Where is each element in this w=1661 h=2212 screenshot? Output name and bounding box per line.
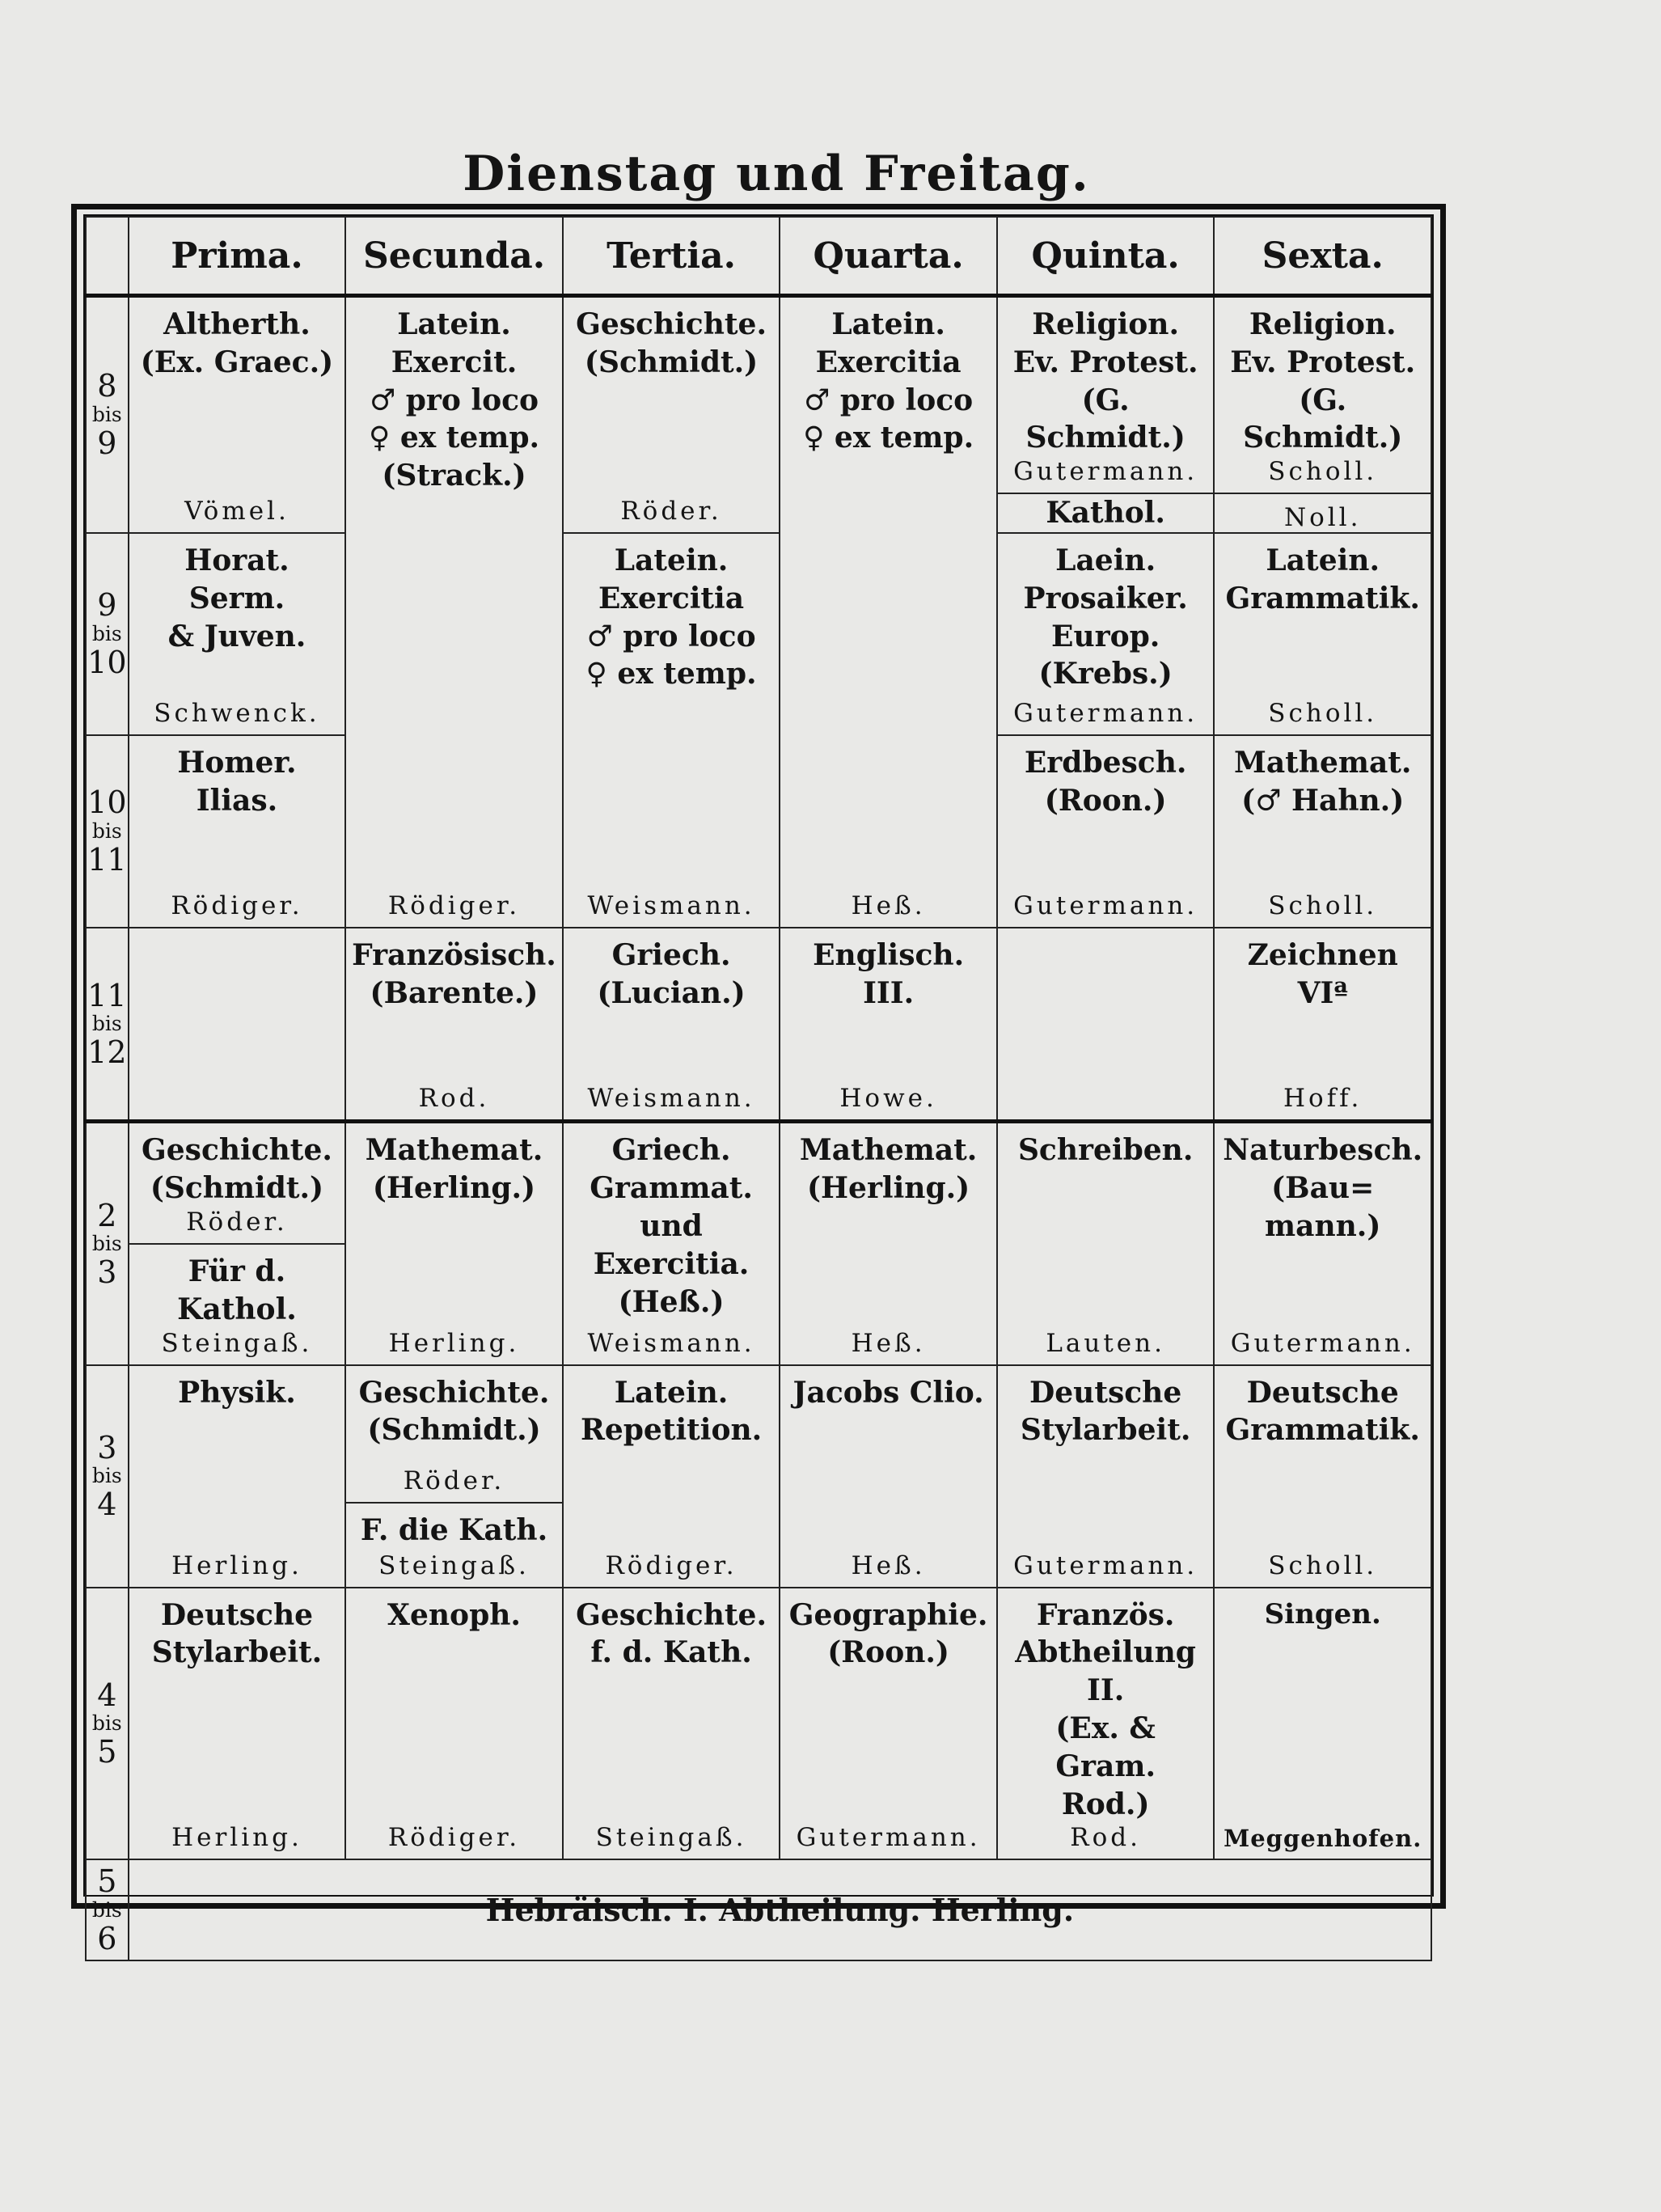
cell-secunda-8: Latein. Exercit. ♂ pro loco ♀ ex temp. (Strack.) Rödiger. — [345, 296, 563, 928]
cell-quinta-9: Laein. Prosaiker. Europ. (Krebs.) Gutermann. — [997, 533, 1215, 735]
header-prima: Prima. — [129, 217, 346, 296]
time-10-11: 10 bis 11 — [86, 735, 129, 928]
cell-quinta-8b: Kathol. — [997, 493, 1215, 533]
cell-sexta-3: Deutsche Grammatik. Scholl. — [1214, 1365, 1431, 1588]
cell-quarta-8: Latein. Exercitia ♂ pro loco ♀ ex temp. Heß. — [780, 296, 997, 928]
cell-quarta-2: Mathemat. (Herling.) Heß. — [780, 1122, 997, 1365]
cell-secunda-2: Mathemat. (Herling.) Herling. — [345, 1122, 563, 1365]
cell-sexta-2: Naturbesch. (Bau= mann.) Gutermann. — [1214, 1122, 1431, 1365]
footer-hebrew: Hebräisch. I. Abtheilung. Herling. — [129, 1859, 1431, 1960]
cell-sexta-4: Singen. Meggenhofen. — [1214, 1588, 1431, 1860]
cell-quarta-4: Geographie. (Roon.) Gutermann. — [780, 1588, 997, 1860]
header-tertia: Tertia. — [563, 217, 780, 296]
cell-sexta-9: Latein. Grammatik. Scholl. — [1214, 533, 1431, 735]
header-quinta: Quinta. — [997, 217, 1215, 296]
cell-tertia-8: Geschichte. (Schmidt.) Röder. — [563, 296, 780, 533]
cell-secunda-3a: Geschichte. (Schmidt.) Röder. — [345, 1365, 563, 1503]
cell-prima-2b: Für d. Kathol. Steingaß. — [129, 1244, 346, 1365]
time-8-9: 8 bis 9 — [86, 296, 129, 533]
cell-prima-2a: Geschichte. (Schmidt.) Röder. — [129, 1122, 346, 1244]
cell-secunda-11: Französisch. (Barente.) Rod. — [345, 928, 563, 1122]
cell-secunda-3b: F. die Kath. Steingaß. — [345, 1503, 563, 1588]
cell-quarta-11: Englisch. III. Howe. — [780, 928, 997, 1122]
cell-tertia-2: Griech. Grammat. und Exercitia. (Heß.) Weismann. — [563, 1122, 780, 1365]
time-11-12: 11 bis 12 — [86, 928, 129, 1122]
cell-sexta-11: Zeichnen VIª Hoff. — [1214, 928, 1431, 1122]
cell-quarta-3: Jacobs Clio. Heß. — [780, 1365, 997, 1588]
time-2-3: 2 bis 3 — [86, 1122, 129, 1365]
cell-tertia-11: Griech. (Lucian.) Weismann. — [563, 928, 780, 1122]
cell-prima-3: Physik. Herling. — [129, 1365, 346, 1588]
time-5-6: 5 bis 6 — [86, 1859, 129, 1960]
cell-quinta-10: Erdbesch. (Roon.) Gutermann. — [997, 735, 1215, 928]
cell-quinta-3: Deutsche Stylarbeit. Gutermann. — [997, 1365, 1215, 1588]
time-3-4: 3 bis 4 — [86, 1365, 129, 1588]
cell-quinta-11 — [997, 928, 1215, 1122]
cell-tertia-4: Geschichte. f. d. Kath. Steingaß. — [563, 1588, 780, 1860]
cell-quinta-4: Französ. Abtheilung II. (Ex. & Gram. Rod.) Rod. — [997, 1588, 1215, 1860]
cell-prima-8: Altherth. (Ex. Graec.) Vömel. — [129, 296, 346, 533]
cell-quinta-2: Schreiben. Lauten. — [997, 1122, 1215, 1365]
cell-tertia-9: Latein. Exercitia ♂ pro loco ♀ ex temp. Weismann. — [563, 533, 780, 928]
cell-prima-4: Deutsche Stylarbeit. Herling. — [129, 1588, 346, 1860]
cell-prima-11 — [129, 928, 346, 1122]
time-9-10: 9 bis 10 — [86, 533, 129, 735]
cell-prima-10: Homer. Ilias. Rödiger. — [129, 735, 346, 928]
cell-sexta-8b: Noll. — [1214, 493, 1431, 533]
header-sexta: Sexta. — [1214, 217, 1431, 296]
cell-quinta-8a: Religion. Ev. Protest. (G. Schmidt.) Gutermann. — [997, 296, 1215, 494]
cell-sexta-10: Mathemat. (♂ Hahn.) Scholl. — [1214, 735, 1431, 928]
timetable — [85, 216, 1432, 1961]
header-quarta: Quarta. — [780, 217, 997, 296]
cell-tertia-3: Latein. Repetition. Rödiger. — [563, 1365, 780, 1588]
header-row — [86, 217, 1431, 296]
cell-secunda-4: Xenoph. Rödiger. — [345, 1588, 563, 1860]
timetable-frame — [71, 204, 1446, 1956]
header-secunda: Secunda. — [345, 217, 563, 296]
page-title: Dienstag und Freitag. — [463, 146, 1090, 202]
cell-prima-9: Horat. Serm. & Juven. Schwenck. — [129, 533, 346, 735]
header-time — [86, 217, 129, 296]
cell-sexta-8a: Religion. Ev. Protest. (G. Schmidt.) Scholl. — [1214, 296, 1431, 494]
time-4-5: 4 bis 5 — [86, 1588, 129, 1860]
